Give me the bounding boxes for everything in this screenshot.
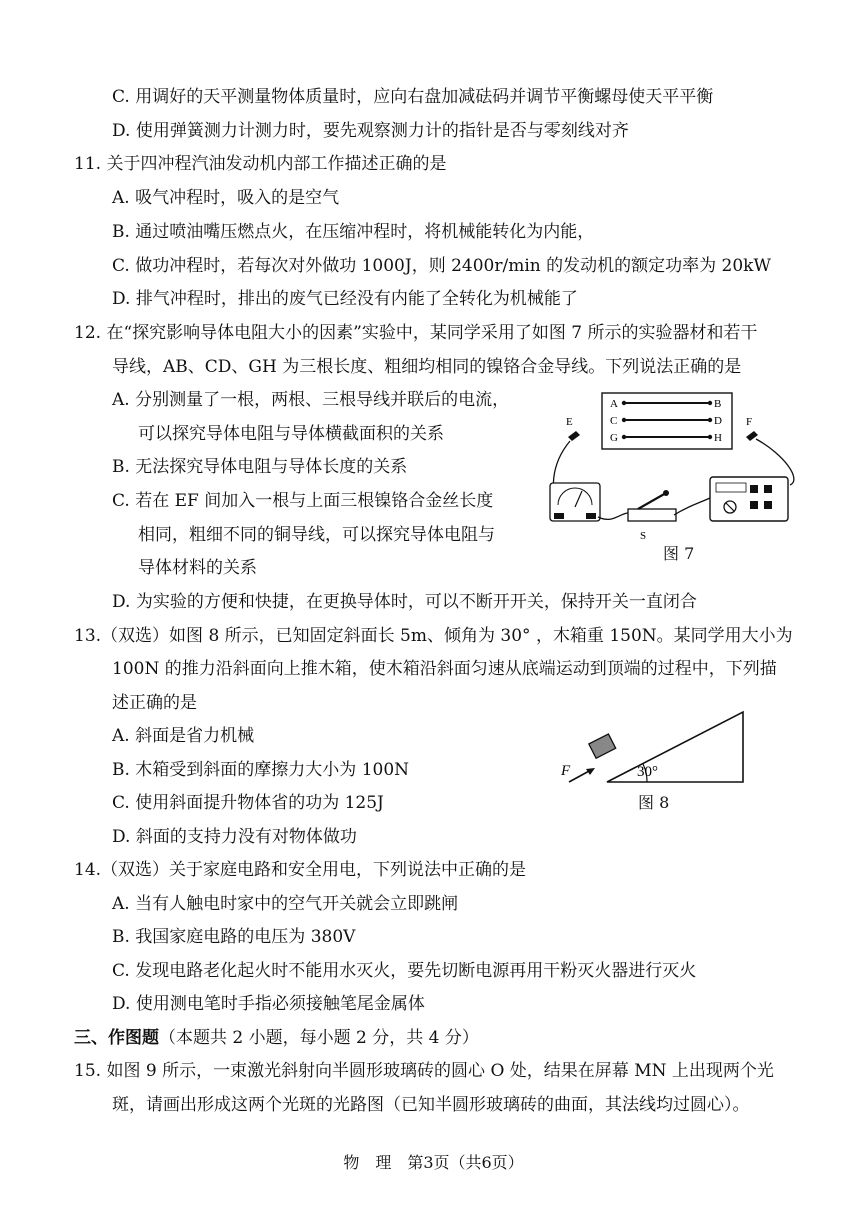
q11-option-c: C. 做功冲程时，若每次对外做功 1000J，则 2400r/min 的发动机的额定功率为 20kW [112,256,771,276]
q10-option-d: D. 使用弹簧测力计测力时，要先观察测力计的指针是否与零刻线对齐 [112,121,629,141]
figure-8-caption: 图 8 [638,793,670,812]
q15-stem-line2: 斑，请画出形成这两个光斑的光路图（已知半圆形玻璃砖的曲面，其法线均过圆心）。 [112,1095,750,1115]
q13-stem-line3: 述正确的是 [112,693,197,713]
q10-option-c: C. 用调好的天平测量物体质量时，应向右盘加减砝码并调节平衡螺母使天平平衡 [112,87,714,107]
label-h: H [714,432,722,444]
q14-option-c: C. 发现电路老化起火时不能用水灭火，要先切断电源再用干粉灭火器进行灭火 [112,961,697,981]
switch-lever [638,493,666,509]
q13-stem-line1: 13.（双选）如图 8 所示，已知固定斜面长 5m、倾角为 30° ，木箱重 150N。某同学用大小为 [74,626,793,646]
force-arrow [569,770,591,782]
q12-option-a-line1: A. 分别测量了一根，两根、三根导线并联后的电流， [112,390,510,410]
q13-option-a: A. 斜面是省力机械 [112,726,255,746]
page-footer: 物 理 第3页（共6页） [343,1153,524,1172]
label-s: S [640,530,647,542]
section-3-note: （本题共 2 小题，每小题 2 分，共 4 分） [159,1028,479,1048]
q13-option-c: C. 使用斜面提升物体省的功为 125J [112,793,384,813]
label-c: C [610,415,618,427]
switch-base [628,509,676,521]
incline-triangle [607,712,743,782]
q14-option-a: A. 当有人触电时家中的空气开关就会立即跳闸 [112,894,459,914]
q11-option-b: B. 通过喷油嘴压燃点火，在压缩冲程时，将机械能转化为内能， [112,222,595,242]
q12-option-a-line2: 可以探究导体电阻与导体横截面积的关系 [138,424,444,444]
label-a: A [610,398,618,410]
force-label: F [561,763,571,779]
q15-stem-line1: 15. 如图 9 所示，一束激光斜射向半圆形玻璃砖的圆心 O 处，结果在屏幕 MN 上出现两个光 [74,1061,774,1081]
q14-option-d: D. 使用测电笔时手指必须接触笔尾金属体 [112,994,425,1014]
q12-option-c-line1: C. 若在 EF 间加入一根与上面三根镍铬合金丝长度 [112,491,494,511]
label-b: B [714,398,722,410]
label-e: E [566,416,573,428]
wooden-box [589,734,616,758]
label-g: G [610,432,618,444]
figure-7-caption: 图 7 [663,544,695,563]
q14-option-b: B. 我国家庭电路的电压为 380V [112,927,356,947]
q12-option-c-line3: 导体材料的关系 [138,558,257,578]
q12-option-c-line2: 相同，粗细不同的铜导线，可以探究导体电阻与 [138,525,495,545]
q12-option-d: D. 为实验的方便和快捷，在更换导体时，可以不断开开关，保持开关一直闭合 [112,592,697,612]
section-3-title: 三、作图题 [74,1028,159,1048]
q12-stem-line1: 12. 在“探究影响导体电阻大小的因素”实验中，某同学采用了如图 7 所示的实验器材和若干 [74,323,758,343]
q11-option-a: A. 吸气冲程时，吸入的是空气 [112,188,340,208]
figure-7-circuit [540,385,810,565]
q13-stem-line2: 100N 的推力沿斜面向上推木箱，使木箱沿斜面匀速从底端运动到顶端的过程中，下列描 [112,659,777,679]
q13-option-d: D. 斜面的支持力没有对物体做功 [112,827,357,847]
label-f: F [746,416,753,428]
q11-option-d: D. 排气冲程时，排出的废气已经没有内能了全转化为机械能了 [112,289,578,309]
q14-stem: 14.（双选）关于家庭电路和安全用电，下列说法中正确的是 [74,860,527,880]
section-3-heading [74,1027,479,1049]
q13-option-b: B. 木箱受到斜面的摩擦力大小为 100N [112,760,410,780]
angle-label: 30° [637,764,658,780]
clip-e [568,431,580,441]
q11-stem: 11. 关于四冲程汽油发动机内部工作描述正确的是 [74,154,447,174]
q12-stem-line2: 导线，AB、CD、GH 为三根长度、粗细均相同的镍铬合金导线。下列说法正确的是 [112,357,742,377]
label-d: D [714,415,722,427]
q12-option-b: B. 无法探究导体电阻与导体长度的关系 [112,457,408,477]
figure-8-incline [555,700,755,790]
